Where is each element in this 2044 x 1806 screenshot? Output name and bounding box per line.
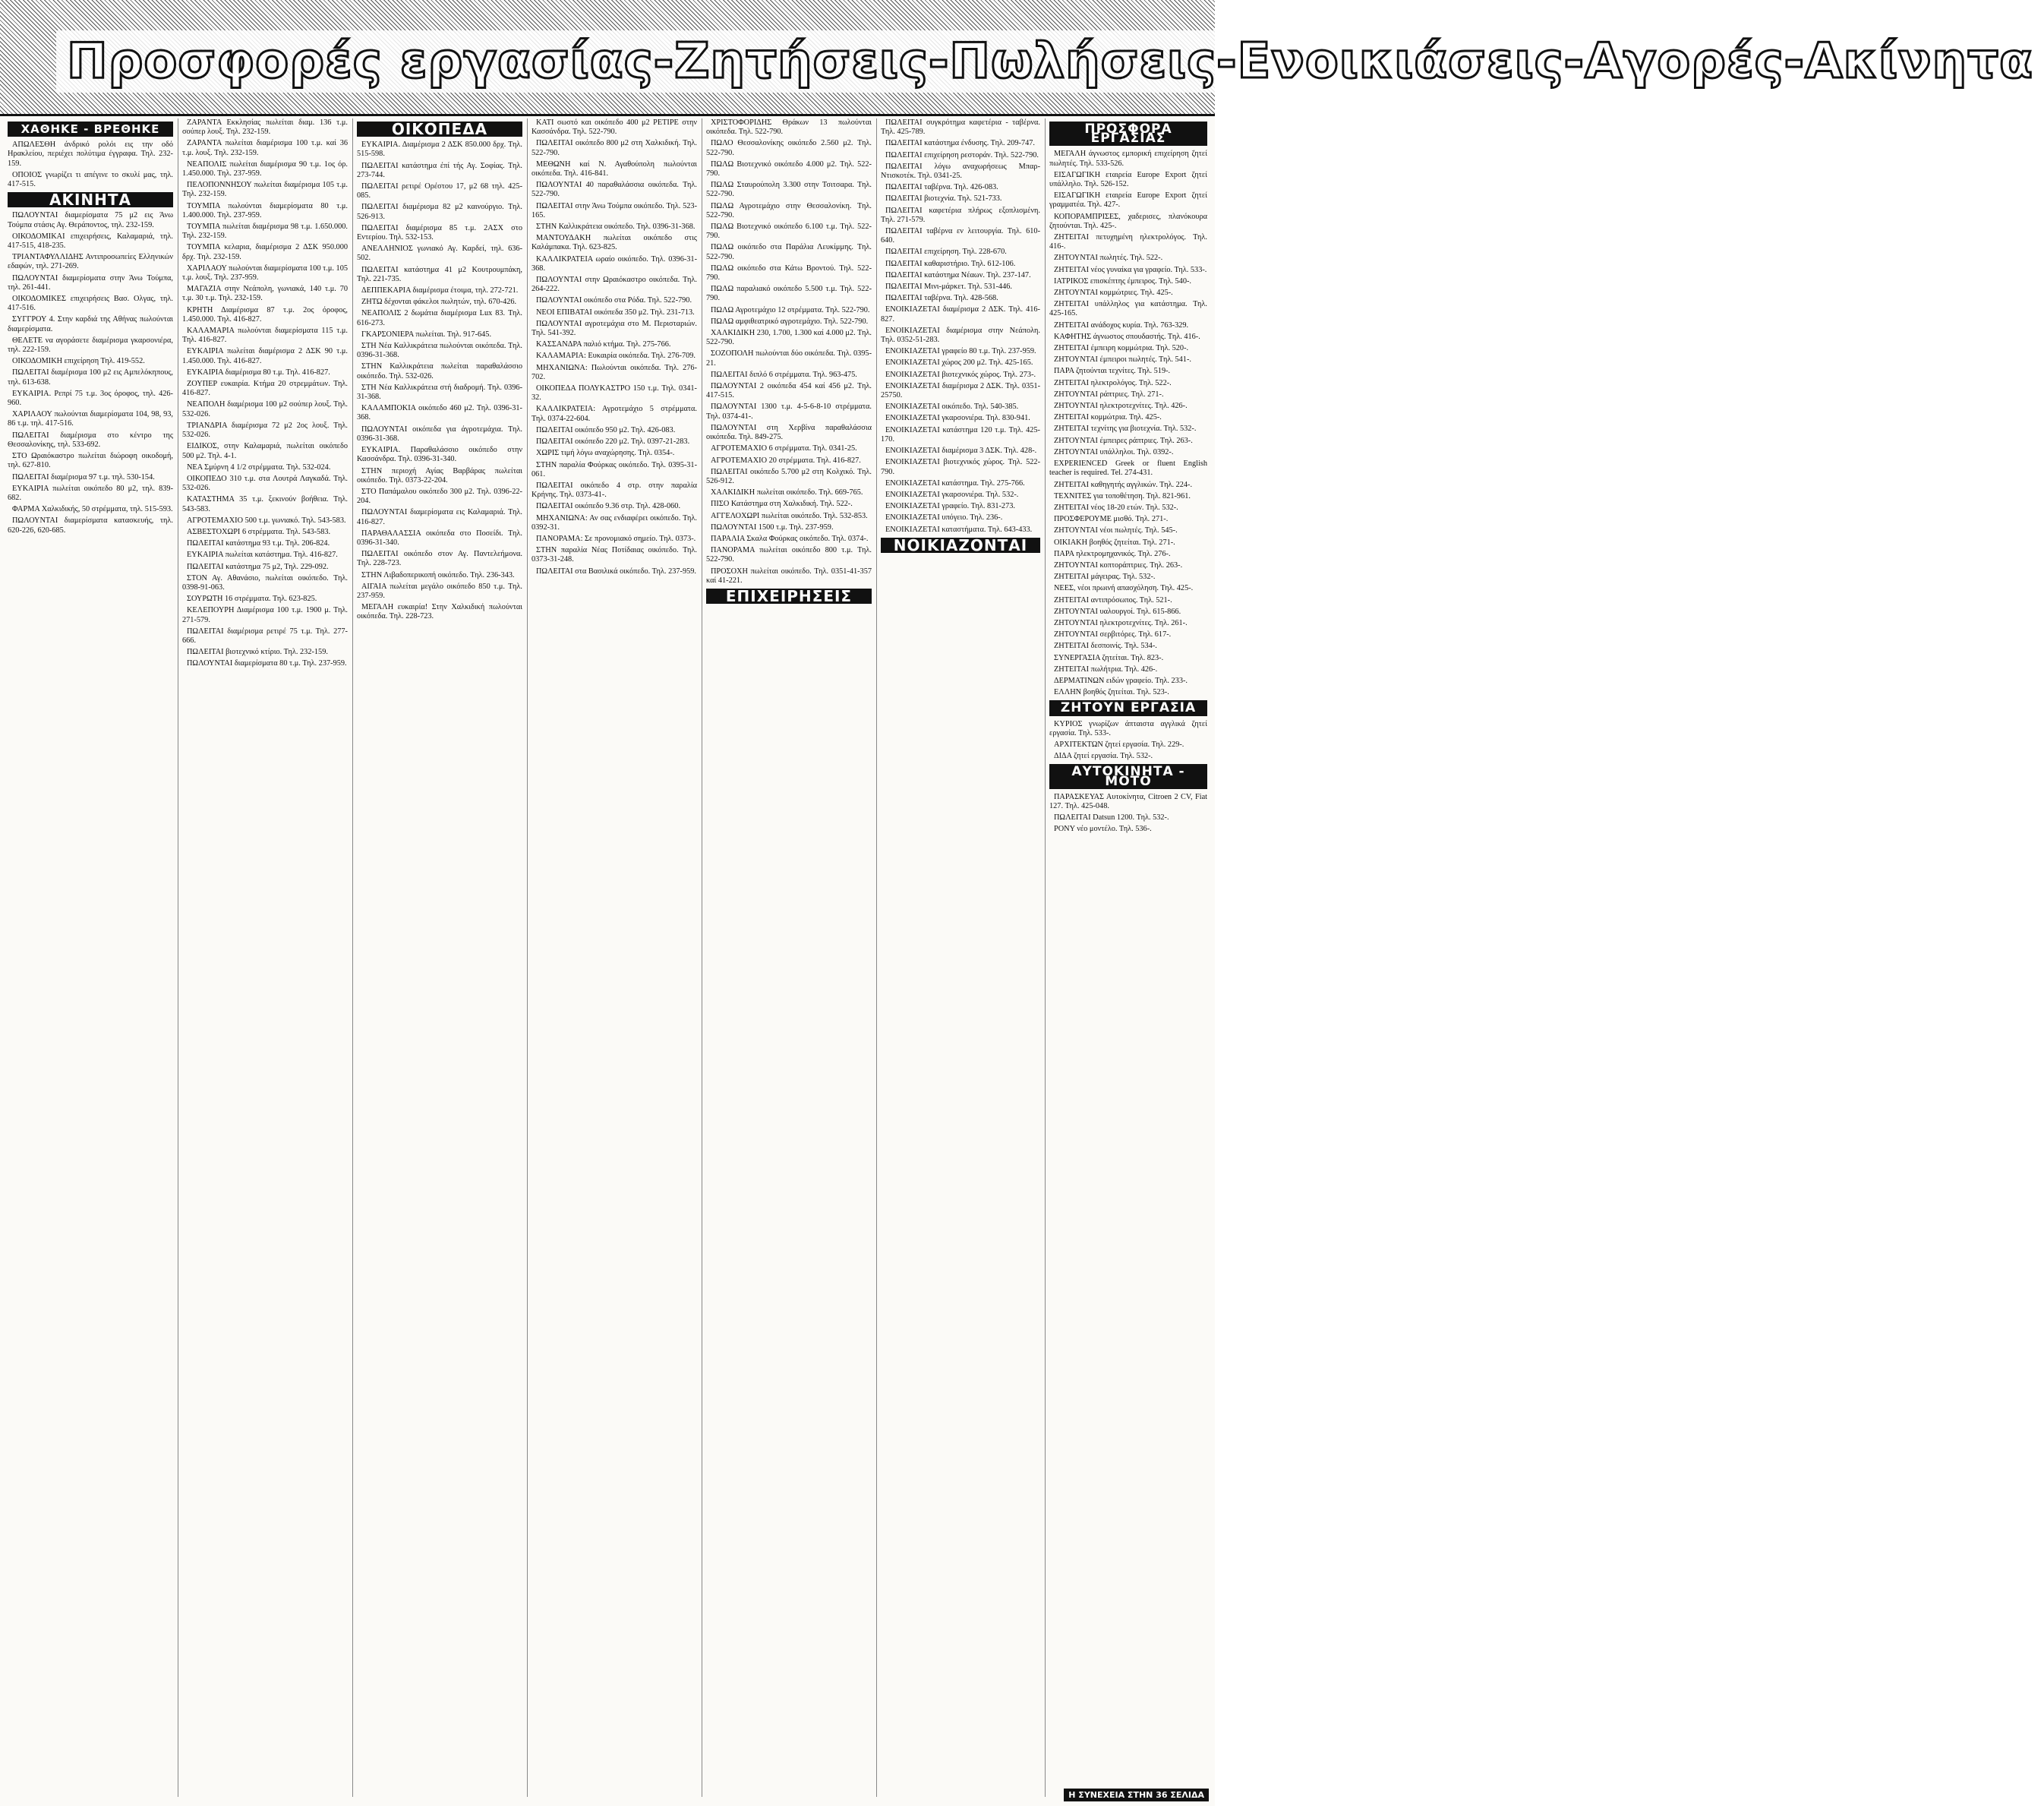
section-plots: ΟΙΚΟΠΕΔΑ — [357, 122, 522, 137]
classified-ad: ΕΝΟΙΚΙΑΖΕΤΑΙ γραφείο 80 τ.μ. Τηλ. 237-959. — [885, 347, 1036, 356]
classified-ad: ΧΑΡΙΛΑΟΥ πωλούνται διαμερίσματα 100 τ.μ. 105 τ.μ. λουξ. Τηλ. 237-959. — [182, 264, 348, 283]
classified-ad: ΖΗΤΟΥΝΤΑΙ κοπτοράπτριες. Τηλ. 263-. — [1054, 560, 1183, 570]
classified-ad: ΝΕΑΠΟΛΙΣ 2 δωμάτια διαμέρισμα Lux 83. Τηλ. 616-273. — [357, 309, 522, 327]
classified-ad: ΤΟΥΜΠΑ κελαρια, διαμέρισμα 2 ΔΣΚ 950.000 δρχ. Τηλ. 232-159. — [182, 243, 348, 261]
classified-ad: ΠΩΛΕΙΤΑΙ κατάστημα 75 μ2, Τηλ. 229-092. — [187, 562, 329, 571]
classified-ad: ΑΓΡΟΤΕΜΑΧΙΟ 6 στρέμματα. Τηλ. 0341-25. — [711, 444, 857, 453]
classified-ad: ΖΗΤΕΙΤΑΙ ηλεκτρολόγος. Τηλ. 522-. — [1054, 378, 1172, 387]
classified-ad: ΚΑΤΙ σωστό και οικόπεδο 400 μ2 ΡΕΤΙΡΕ στην Κασσάνδρα. Τηλ. 522-790. — [532, 118, 697, 137]
classified-ad: ΠΩΛΟΥΝΤΑΙ στη Χερβίνα παραθαλάσσια οικόπεδα. Τηλ. 849-275. — [706, 423, 872, 442]
classified-ad: ΠΡΟΣΟΧΗ πωλείται οικόπεδο. Τηλ. 0351-41-357 καί 41-221. — [706, 567, 872, 585]
classified-ad: ΔΕΡΜΑΤΙΝΩΝ ειδών γραφείο. Τηλ. 233-. — [1054, 676, 1188, 685]
classified-ad: ΠΩΛΕΙΤΑΙ λόγω αναχωρήσεως Μπαρ-Ντισκοτέκ. Τηλ. 0341-25. — [881, 162, 1040, 181]
classified-ad: ΚΑΛΑΜΑΡΙΑ: Ευκαιρία οικόπεδα. Τηλ. 276-709. — [536, 352, 696, 361]
classified-ad: ΠΩΛΕΙΤΑΙ κατάστημα 93 τ.μ. Τηλ. 206-824. — [187, 539, 330, 548]
classified-ad: PONY νέο μοντέλο. Τηλ. 536-. — [1054, 825, 1152, 834]
classified-ad: ΠΩΛΕΙΤΑΙ κατάστημα Νέαων. Τηλ. 237-147. — [885, 270, 1031, 279]
classified-ad: ΤΡΙΑΝΤΑΦΥΛΛΙΔΗΣ Αντιπροσωπείες Ελληνικών εδαφών, τηλ. 271-269. — [8, 253, 173, 271]
classified-ad: ΠΩΛΕΙΤΑΙ οικόπεδο 800 μ2 στη Χαλκιδική. Τηλ. 522-790. — [532, 139, 697, 157]
classified-ad: ΑΠΩΛΕΣΘΗ άνδρικό ρολόι εις την οδό Ηρακλείου, περιέχει πολύτιμα έγγραφα. Τηλ. 232-159. — [8, 141, 173, 168]
classified-ad: ΝΕΑΠΟΛΙΣ πωλείται διαμέρισμα 90 τ.μ. 1ος όρ. 1.450.000. Τηλ. 237-959. — [182, 159, 348, 178]
classified-ad: ΦΑΡΜΑ Χαλκιδικής, 50 στρέμματα, τηλ. 515-593. — [12, 505, 173, 514]
classified-ad: ΖΑΡΑΝΤΑ πωλείται διαμέρισμα 100 τ.μ. καί 36 τ.μ. λουξ. Τηλ. 232-159. — [182, 139, 348, 157]
classified-ad: ΠΩΛΟΥΝΤΑΙ διαμερίσματα εις Καλαμαριά. Τηλ. 416-827. — [357, 508, 522, 526]
classified-ad: ΠΩΛΕΙΤΑΙ οικόπεδο 950 μ2. Τηλ. 426-083. — [536, 425, 676, 434]
section-jobs-wanted: ΖΗΤΟΥΝ ΕΡΓΑΣΙΑ — [1049, 700, 1207, 715]
classified-ad: ΤΟΥΜΠΑ πωλείται διαμέρισμα 98 τ.μ. 1.650.000. Τηλ. 232-159. — [182, 223, 348, 241]
classified-ad: ΖΗΤΟΥΝΤΑΙ υαλουργοί. Τηλ. 615-866. — [1054, 607, 1181, 616]
classified-ad: ΕΝΟΙΚΙΑΖΕΤΑΙ διαμέρισμα 2 ΔΣΚ. Τηλ. 0351-25750. — [881, 381, 1040, 400]
classified-ad: ΝΕΟΙ ΕΠΙΒΑΤΑΙ οικόπεδα 350 μ2. Τηλ. 231-713. — [536, 308, 695, 317]
classified-ad: ΕΥΚΑΙΡΙΑ πωλείται κατάστημα. Τηλ. 416-827. — [187, 551, 338, 560]
classified-ad: ΜΕΘΩΝΗ καί Ν. Αγαθούπολη πωλούνται οικόπεδα. Τηλ. 416-841. — [532, 159, 697, 178]
classified-ad: ΚΑΤΑΣΤΗΜΑ 35 τ.μ. ξεκινούν βοήθεια. Τηλ. 543-583. — [182, 495, 348, 513]
classified-ad: ΑΝΕΛΛΗΝΙΟΣ γωνιακό Αγ. Καρδεί, τηλ. 636-502. — [357, 245, 522, 263]
classified-ad: ΑΓΓΕΛΟΧΩΡΙ πωλείται οικόπεδο. Τηλ. 532-853. — [711, 511, 868, 520]
classified-ad: ΧΩΡΙΣ τιμή λόγω αναχώρησης. Τηλ. 0354-. — [536, 449, 675, 458]
classified-ad: ΕΥΚΑΙΡΙΑ. Παραθαλάσσιο οικόπεδο στην Κασσάνδρα. Τηλ. 0396-31-340. — [357, 446, 522, 464]
classified-ad: ΧΑΛΚΙΔΙΚΗ πωλείται οικόπεδο. Τηλ. 669-765. — [711, 488, 863, 497]
classified-ad: ΖΗΤΕΙΤΑΙ μάγειρας. Τηλ. 532-. — [1054, 573, 1156, 582]
classified-ad: ΠΩΛΕΙΤΑΙ συγκρότημα καφετέρια - ταβέρνα. Τηλ. 425-789. — [881, 118, 1040, 137]
classified-ad: ΠΩΛΩ Σταυρούπολη 3.300 στην Τσιτσαρα. Τηλ. 522-790. — [706, 181, 872, 199]
classified-ad: ΠΙΣΟ Κατάστημα στη Χαλκιδική. Τηλ. 522-. — [711, 500, 853, 509]
classified-ad: ΠΩΛΩ οικόπεδο στα Παράλια Λευκίμμης. Τηλ. 522-790. — [706, 243, 872, 261]
classified-ad: ΕΝΟΙΚΙΑΖΕΤΑΙ βιοτεχνικός χώρος. Τηλ. 273-. — [885, 370, 1036, 379]
classified-ad: ΧΑΡΙΛΑΟΥ πωλούνται διαμερίσματα 104, 98, 93, 86 τ.μ. τηλ. 417-516. — [8, 410, 173, 428]
column-3-ads — [357, 141, 522, 621]
classified-ad: ΠΩΛΕΙΤΑΙ κατάστημα έπί τής Αγ. Σοφίας. Τηλ. 273-744. — [357, 161, 522, 179]
classified-columns — [8, 118, 1207, 1797]
classified-ad: ΕΙΔΙΚΟΣ, στην Καλαμαριά, πωλείται οικόπεδο 500 μ2. Τηλ. 4-1. — [182, 442, 348, 460]
classified-ad: ΖΗΤΕΙΤΑΙ καθηγητής αγγλικών. Τηλ. 224-. — [1054, 480, 1193, 489]
classified-ad: ΟΙΚΟΔΟΜΙΚΑΙ επιχειρήσεις, Καλαμαριά, τηλ. 417-515, 418-235. — [8, 232, 173, 251]
classified-ad: ΕΝΟΙΚΙΑΖΕΤΑΙ βιοτεχνικός χώρος. Τηλ. 522-790. — [881, 458, 1040, 476]
classified-ad: ΖΗΤΕΙΤΑΙ δεσποινίς. Τηλ. 534-. — [1054, 642, 1157, 651]
classified-ad: ΠΩΛΩ Αγροτεμάχιο στην Θεσσαλονίκη. Τηλ. 522-790. — [706, 201, 872, 219]
classified-ad: ΠΩΛΕΙΤΑΙ οικόπεδο 5.700 μ2 στη Κολχικό. Τηλ. 526-912. — [706, 467, 872, 485]
classified-ad: ΕΥΚΑΙΡΙΑ πωλείται οικόπεδο 80 μ2, τηλ. 839-682. — [8, 484, 173, 502]
column-6-ads — [881, 118, 1040, 535]
classified-ad: ΠΩΛΩ παραλιακό οικόπεδο 5.500 τ.μ. Τηλ. 522-790. — [706, 285, 872, 303]
classified-ad: ΠΑΡΑΣΚΕΥΑΣ Αυτοκίνητα, Citroen 2 CV, Fiat 127. Τηλ. 425-048. — [1049, 792, 1207, 810]
classified-ad: ΖΗΤΕΙΤΑΙ τεχνίτης για βιοτεχνία. Τηλ. 532-. — [1054, 425, 1197, 434]
classified-ad: ΠΩΛΕΙΤΑΙ οικόπεδο στον Αγ. Παντελεήμονα. Τηλ. 228-723. — [357, 550, 522, 568]
classified-ad: ΠΩΛΟΥΝΤΑΙ στην Ωραιόκαστρο οικόπεδα. Τηλ. 264-222. — [532, 276, 697, 294]
classified-ad: ΟΙΚΟΔΟΜΙΚΗ επιχείρηση Τηλ. 419-552. — [12, 357, 145, 366]
classified-ad: ΠΩΛΕΙΤΑΙ διαμέρισμα 85 τ.μ. 2ΑΣΧ στο Εντερίου. Τηλ. 532-153. — [357, 223, 522, 242]
classified-ad: ΖΗΤΩ δέχονται φάκελοι πωλητών, τηλ. 670-426. — [361, 298, 517, 307]
classified-ad: ΚΑΛΛΙΚΡΑΤΕΙΑ ωραίο οικόπεδο. Τηλ. 0396-31-368. — [532, 254, 697, 273]
column-4-ads — [532, 118, 697, 576]
classified-ad: ΣΤΗΝ Λιβαδοπερικοπή οικόπεδο. Τηλ. 236-343. — [361, 570, 515, 579]
classified-ad: ΠΩΛΟΥΝΤΑΙ διαμερίσματα στην Άνω Τούμπα, τηλ. 261-441. — [8, 273, 173, 292]
classified-ad: ΝΕΑ Σμύρνη 4 1/2 στρέμματα. Τηλ. 532-024. — [187, 463, 331, 472]
classified-ad: ΠΩΛΕΙΤΑΙ οικόπεδο 4 στρ. στην παραλία Κρήνης. Τηλ. 0373-41-. — [532, 481, 697, 500]
section-lost-found: ΧΑΘΗΚΕ - ΒΡΕΘΗΚΕ — [8, 122, 173, 137]
section-jobs-offer: ΠΡΟΣΦΟΡΑ ΕΡΓΑΣΙΑΣ — [1049, 122, 1207, 146]
classified-ad: ΟΙΚΟΠΕΔΑ ΠΟΛΥΚΑΣΤΡΟ 150 τ.μ. Τηλ. 0341-32. — [532, 384, 697, 403]
classified-ad: ΖΗΤΕΙΤΑΙ ανάδοχος κυρία. Τηλ. 763-329. — [1054, 320, 1189, 330]
classified-ad: ΣΤΗΝ περιοχή Αγίας Βαρβάρας πωλείται οικόπεδο. Τηλ. 0373-22-204. — [357, 466, 522, 485]
classified-ad: EXPERIENCED Greek or fluent English teacher is required. Tel. 274-431. — [1049, 459, 1207, 478]
classified-ad: ΠΩΛΕΙΤΑΙ επιχείρηση ρεστοράν. Τηλ. 522-790. — [885, 150, 1039, 159]
classified-ad: ΠΩΛΟΥΝΤΑΙ 2 οικόπεδα 454 καί 456 μ2. Τηλ. 417-515. — [706, 382, 872, 400]
classified-ad: ΣΤΗΝ παραλία Νέας Ποτίδαιας οικόπεδο. Τηλ. 0373-31-248. — [532, 546, 697, 564]
classified-ad: ΜΗΧΑΝΙΩΝΑ: Αν σας ενδιαφέρει οικόπεδο. Τηλ. 0392-31. — [532, 513, 697, 532]
classified-ad: ΤΕΧΝΙΤΕΣ για τοποθέτηση. Τηλ. 821-961. — [1054, 491, 1191, 500]
classified-ad: ΕΛΛΗΝ βοηθός ζητείται. Τηλ. 523-. — [1054, 688, 1169, 697]
classified-ad: ΠΩΛΕΙΤΑΙ ταβέρνα εν λειτουργία. Τηλ. 610-640. — [881, 227, 1040, 245]
classified-ad: ΠΩΛΟΥΝΤΑΙ 40 παραθαλάσσια οικόπεδα. Τηλ. 522-790. — [532, 181, 697, 199]
classified-ad: ΜΕΓΑΛΗ άγνωστος εμπορική επιχείρηση ζητεί πωλητές. Τηλ. 533-526. — [1049, 150, 1207, 168]
classified-ad: ΖΗΤΕΙΤΑΙ νέος 18-20 ετών. Τηλ. 532-. — [1054, 503, 1178, 512]
classified-ad: ΖΟΥΠΕΡ ευκαιρία. Κτήμα 20 στρεμμάτων. Τηλ. 416-827. — [182, 380, 348, 398]
classified-ad: ΕΙΣΑΓΩΓΙΚΗ εταιρεία Europe Export ζητεί γραμματέα. Τηλ. 427-. — [1049, 191, 1207, 210]
classified-ad: ΣΟΥΡΩΤΗ 16 στρέμματα. Τηλ. 623-825. — [187, 595, 317, 604]
classified-ad: ΚΥΡΙΟΣ γνωρίζων άπταιστα αγγλικά ζητεί εργασία. Τηλ. 533-. — [1049, 719, 1207, 737]
classified-ad: ΟΙΚΙΑΚΗ βοηθός ζητείται. Τηλ. 271-. — [1054, 538, 1175, 547]
classified-ad: ΙΑΤΡΙΚΟΣ επισκέπτης έμπειρος. Τηλ. 540-. — [1054, 276, 1191, 286]
classified-ad: ΠΩΛΩ Βιοτεχνικό οικόπεδο 4.000 μ2. Τηλ. 522-790. — [706, 159, 872, 178]
classified-ad: ΠΩΛΩ Αγροτεμάχιο 12 στρέμματα. Τηλ. 522-790. — [711, 305, 870, 314]
classified-ad: ΕΝΟΙΚΙΑΖΕΤΑΙ χώρος 200 μ2. Τηλ. 425-165. — [885, 358, 1033, 368]
classified-ad: ΠΑΡΑΛΙΑ Σκαλα Φούρκας οικόπεδο. Τηλ. 0374-. — [711, 534, 869, 543]
classified-ad: ΑΙΓΑΙΑ πωλείται μεγάλο οικόπεδο 850 τ.μ. Τηλ. 237-959. — [357, 582, 522, 600]
classified-ad: ΠΩΛΕΙΤΑΙ διπλό 6 στρέμματα. Τηλ. 963-475. — [711, 370, 857, 379]
column-1-ads — [8, 141, 173, 535]
classified-ad: ΠΑΡΑ ζητούνται τεχνίτες. Τηλ. 519-. — [1054, 367, 1171, 376]
classified-ad: ΖΗΤΟΥΝΤΑΙ σερβιτόρες. Τηλ. 617-. — [1054, 630, 1172, 639]
classified-ad: ΠΩΛΕΙΤΑΙ κατάστημα ένδυσης. Τηλ. 209-747. — [885, 139, 1035, 148]
classified-ad: ΠΩΛΕΙΤΑΙ διαμέρισμα ρετιρέ 75 τ.μ. Τηλ. 277-666. — [182, 627, 348, 645]
classified-ad: ΖΗΤΕΙΤΑΙ κομμώτρια. Τηλ. 425-. — [1054, 413, 1162, 422]
classified-ad: ΠΑΡΑΘΑΛΑΣΣΙΑ οικόπεδα στο Ποσείδι. Τηλ. 0396-31-340. — [357, 529, 522, 547]
classified-ad: ΚΑΛΑΜΑΡΙΑ πωλούνται διαμερίσματα 115 τ.μ. Τηλ. 416-827. — [182, 327, 348, 345]
classified-ad: ΖΗΤΕΙΤΑΙ υπάλληλος για κατάστημα. Τηλ. 425-165. — [1049, 300, 1207, 318]
classified-ad: ΠΩΛΕΙΤΑΙ Datsun 1200. Τηλ. 532-. — [1054, 813, 1169, 822]
classified-ad: ΟΠΟΙΟΣ γνωρίζει τι απέγινε το σκυλί μας, τηλ. 417-515. — [8, 170, 173, 189]
classified-ad: ΣΟΖΟΠΟΛΗ πωλούνται δύο οικόπεδα. Τηλ. 0395-21. — [706, 349, 872, 368]
classified-ad: ΠΩΛΕΙΤΑΙ Μινι-μάρκετ. Τηλ. 531-446. — [885, 283, 1012, 292]
classified-ad: ΣΤΗΝ Καλλικράτεια πωλείται παραθαλάσσιο οικόπεδο. Τηλ. 532-026. — [357, 362, 522, 380]
classified-ad: ΚΑΣΣΑΝΔΡΑ παλιό κτήμα. Τηλ. 275-766. — [536, 340, 671, 349]
classified-ad: ΣΤΗ Νέα Καλλικράτεια πωλούνται οικόπεδα. Τηλ. 0396-31-368. — [357, 342, 522, 360]
classified-ad: ΠΩΛΕΙΤΑΙ διαμέρισμα 97 τ.μ. τηλ. 530-154. — [12, 472, 155, 481]
classified-ad: ΠΩΛΟΥΝΤΑΙ οικόπεδο στα Ρόδα. Τηλ. 522-790. — [536, 296, 692, 305]
column-6 — [881, 118, 1040, 1797]
classified-ad: ΠΩΛΟΥΝΤΑΙ διαμερίσματα κατασκευής, τηλ. 620-226, 620-685. — [8, 516, 173, 535]
classified-ad: ΖΗΤΕΙΤΑΙ νέος γυναίκα για γραφείο. Τηλ. 533-. — [1054, 265, 1207, 274]
section-rent: ΝΟΙΚΙΑΖΟΝΤΑΙ — [881, 538, 1040, 553]
classified-ad: ΕΝΟΙΚΙΑΖΕΤΑΙ διαμέρισμα 3 ΔΣΚ. Τηλ. 428-. — [885, 447, 1037, 456]
classified-ad: ΠΩΛΩ Βιοτεχνικό οικόπεδο 6.100 τ.μ. Τηλ. 522-790. — [706, 223, 872, 241]
classified-ad: ΕΝΟΙΚΙΑΖΕΤΑΙ γραφείο. Τηλ. 831-273. — [885, 502, 1015, 511]
classified-ad: ΠΩΛΟΥΝΤΑΙ διαμερίσματα 80 τ.μ. Τηλ. 237-959. — [187, 659, 347, 668]
classified-ad: ΠΩΛΟΥΝΤΑΙ αγροτεμάχια στο Μ. Περισταριών. Τηλ. 541-392. — [532, 319, 697, 338]
column-7-ads — [1049, 150, 1207, 834]
classified-ad: ΚΡΗΤΗ Διαμέρισμα 87 τ.μ. 2ος όροφος, 1.450.000. Τηλ. 416-827. — [182, 305, 348, 324]
classified-ad: ΖΗΤΟΥΝΤΑΙ έμπειρες ράπτριες. Τηλ. 263-. — [1054, 436, 1193, 445]
column-5-ads — [706, 118, 872, 586]
classified-ad: ΠΕΛΟΠΟΝΝΗΣΟΥ πωλείται διαμέρισμα 105 τ.μ. Τηλ. 232-159. — [182, 181, 348, 199]
classified-ad: ΠΑΝΟΡΑΜΑ: Σε προνομιακό σημείο. Τηλ. 0373-. — [536, 534, 696, 543]
classified-ad: ΖΗΤΟΥΝΤΑΙ κομμώτριες. Τηλ. 425-. — [1054, 289, 1173, 298]
classified-ad: ΔΕΠΠΕΚΑΡΙΑ διαμέρισμα έτοιμα, τηλ. 272-721. — [361, 286, 519, 295]
classified-ad: ΚΟΠΟΡΑΜΠΡΙΣΕΣ, χαδερισες, πλανόκουρα ζητούνται. Τηλ. 425-. — [1049, 212, 1207, 230]
classified-ad: ΠΩΛΕΙΤΑΙ ταβέρνα. Τηλ. 426-083. — [885, 183, 998, 192]
classified-ad: ΘΕΛΕΤΕ να αγοράσετε διαμέρισμα γκαρσονιέρα, τηλ. 222-159. — [8, 336, 173, 355]
classified-ad: ΕΝΟΙΚΙΑΖΕΤΑΙ γκαρσονιέρα. Τηλ. 532-. — [885, 490, 1019, 499]
classified-ad: ΖΗΤΟΥΝΤΑΙ πωλητές. Τηλ. 522-. — [1054, 254, 1163, 263]
classified-ad: ΓΚΑΡΣΟΝΙΕΡΑ πωλείται. Τηλ. 917-645. — [361, 330, 492, 339]
classified-ad: ΣΤΗΝ παραλία Φούρκας οικόπεδο. Τηλ. 0395-31-061. — [532, 460, 697, 478]
classified-ad: ΠΩΛΕΙΤΑΙ επιχείρηση. Τηλ. 228-670. — [885, 248, 1007, 257]
classified-ad: ΠΩΛΕΙΤΑΙ κατάστημα 41 μ2 Κουτρουμπάκη, Τηλ. 221-735. — [357, 265, 522, 283]
section-business: ΕΠΙΧΕΙΡΗΣΕΙΣ — [706, 589, 872, 604]
column-4 — [532, 118, 697, 1797]
classified-ad: ΠΩΛΕΙΤΑΙ ταβέρνα. Τηλ. 428-568. — [885, 294, 998, 303]
classified-ad: ΧΑΛΚΙΔΙΚΗ 230, 1.700, 1.300 καί 4.000 μ2. Τηλ. 522-790. — [706, 329, 872, 347]
classified-ad: ΖΗΤΟΥΝΤΑΙ υπάλληλοι. Τηλ. 0392-. — [1054, 447, 1174, 456]
classified-ad: ΑΓΡΟΤΕΜΑΧΙΟ 20 στρέμματα. Τηλ. 416-827. — [711, 456, 861, 465]
classified-ad: ΜΑΓΑΖΙΑ στην Νεάπολη, γωνιακά, 140 τ.μ. 70 τ.μ. 30 τ.μ. Τηλ. 232-159. — [182, 285, 348, 303]
column-7 — [1049, 118, 1207, 1797]
classified-ad: ΖΗΤΕΙΤΑΙ πωλήτρια. Τηλ. 426-. — [1054, 665, 1158, 674]
classified-ad: ΖΗΤΟΥΝΤΑΙ ηλεκτροτεχνίτες. Τηλ. 261-. — [1054, 618, 1188, 627]
classified-ad: ΠΩΛΕΙΤΑΙ στην Άνω Τούμπα οικόπεδο. Τηλ. 523-165. — [532, 201, 697, 219]
classified-ad: ΑΣΒΕΣΤΟΧΩΡΙ 6 στρέμματα. Τηλ. 543-583. — [187, 527, 331, 536]
column-2 — [182, 118, 348, 1797]
classified-ad: ΖΗΤΕΙΤΑΙ πετυχημένη ηλεκτρολόγος. Τηλ. 416-. — [1049, 233, 1207, 251]
classified-ad: ΠΩΛΕΙΤΑΙ καφετέρια πλήρως εξοπλισμένη. Τηλ. 271-579. — [881, 206, 1040, 224]
classified-ad: ΕΙΣΑΓΩΓΙΚΗ εταιρεία Europe Export ζητεί υπάλληλο. Τηλ. 526-152. — [1049, 170, 1207, 189]
banner-title: Προσφορές εργασίας-Ζητήσεις-Πωλήσεις-Ενοικιάσεις-Αγορές-Ακίνητα — [56, 30, 2044, 93]
classified-ad: ΠΩΛΕΙΤΑΙ διαμέρισμα 100 μ2 εις Αμπελόκηπους, τηλ. 613-638. — [8, 368, 173, 387]
classified-ad: ΣΤΗΝ Καλλικράτεια οικόπεδο. Τηλ. 0396-31-368. — [536, 223, 696, 232]
classified-ad: ΤΟΥΜΠΑ πωλούνται διαμερίσματα 80 τ.μ. 1.400.000. Τηλ. 237-959. — [182, 201, 348, 219]
classified-ad: ΕΥΚΑΙΡΙΑ. Ρεπρί 75 τ.μ. 3ος όροφος, τηλ. 426-960. — [8, 389, 173, 408]
column-1 — [8, 118, 173, 1797]
classified-ad: ΚΑΛΛΙΚΡΑΤΕΙΑ: Αγροτεμάχιο 5 στρέμματα. Τηλ. 0374-22-604. — [532, 405, 697, 423]
classified-ad: ΣΤΗ Νέα Καλλικράτεια στή διαδρομή. Τηλ. 0396-31-368. — [357, 383, 522, 402]
classified-ad: ΕΝΟΙΚΙΑΖΕΤΑΙ διαμέρισμα 2 ΔΣΚ. Τηλ. 416-827. — [881, 305, 1040, 324]
classified-ad: ΠΩΛΕΙΤΑΙ ρετιρέ Ορέστου 17, μ2 68 τηλ. 425-085. — [357, 182, 522, 200]
page-banner — [0, 0, 2033, 116]
classified-ad: ΖΗΤΕΙΤΑΙ έμπειρη κομμώτρια. Τηλ. 520-. — [1054, 344, 1189, 353]
classified-ad: ΖΑΡΑΝΤΑ Εκκλησίας πωλείται διαμ. 136 τ.μ. σούπερ λουξ. Τηλ. 232-159. — [182, 118, 348, 137]
classified-ad: ΠΩΛΕΙΤΑΙ οικόπεδο 220 μ2. Τηλ. 0397-21-283. — [536, 437, 690, 447]
classified-ad: ΕΥΚΑΙΡΙΑ διαμέρισμα 80 τ.μ. Τηλ. 416-827. — [187, 368, 330, 377]
classified-ad: ΖΗΤΟΥΝΤΑΙ νέοι πωλητές. Τηλ. 545-. — [1054, 526, 1178, 535]
classified-ad: ΧΡΙΣΤΟΦΟΡΙΔΗΣ Θράκων 13 πωλούνται οικόπεδα. Τηλ. 522-790. — [706, 118, 872, 137]
classified-ad: ΝΕΕΣ, νέοι πρωινή απασχόληση. Τηλ. 425-. — [1054, 584, 1194, 593]
classified-ad: ΕΝΟΙΚΙΑΖΕΤΑΙ κατάστημα 120 τ.μ. Τηλ. 425-170. — [881, 425, 1040, 444]
classified-ad: ΖΗΤΟΥΝΤΑΙ ηλεκτροτεχνίτες. Τηλ. 426-. — [1054, 402, 1188, 411]
classified-ad: ΣΤΟ Παπάμαλου οικόπεδο 300 μ2. Τηλ. 0396-22-204. — [357, 487, 522, 506]
classified-ad: ΟΙΚΟΠΕΔΟ 310 τ.μ. στα Λουτρά Λαγκαδά. Τηλ. 532-026. — [182, 474, 348, 493]
classified-ad: ΚΕΛΕΠΟΥΡΗ Διαμέρισμα 100 τ.μ. 1900 μ. Τηλ. 271-579. — [182, 606, 348, 624]
classified-ad: ΠΑΡΑ ηλεκτρομηχανικός. Τηλ. 276-. — [1054, 549, 1171, 558]
classified-ad: ΣΥΓΓΡΟΥ 4. Στην καρδιά της Αθήνας πωλούνται διαμερίσματα. — [8, 315, 173, 333]
classified-ad: ΜΕΓΑΛΗ ευκαιρία! Στην Χαλκιδική πωλούνται οικόπεδα. Τηλ. 228-723. — [357, 603, 522, 621]
classified-ad: ΠΩΛΕΙΤΑΙ στα Βασιλικά οικόπεδο. Τηλ. 237-959. — [536, 567, 696, 576]
classified-ad: ΑΓΡΟΤΕΜΑΧΙΟ 500 τ.μ. γωνιακό. Τηλ. 543-583. — [187, 516, 346, 525]
classified-ad: ΠΩΛΩ οικόπεδο στα Κάτω Βροντού. Τηλ. 522-790. — [706, 264, 872, 283]
classified-ad: ΣΤΟΝ Αγ. Αθανάσιο, πωλείται οικόπεδο. Τηλ. 0398-91-063. — [182, 573, 348, 592]
column-3 — [357, 118, 522, 1797]
classified-ad: ΠΩΛΟΥΝΤΑΙ 1300 τ.μ. 4-5-6-8-10 στρέμματα. Τηλ. 0374-41-. — [706, 403, 872, 421]
classified-ad: ΚΑΛΑΜΠΟΚΙΑ οικόπεδο 460 μ2. Τηλ. 0396-31-368. — [357, 404, 522, 422]
classified-ad: ΕΥΚΑΙΡΙΑ. Διαμέρισμα 2 ΔΣΚ 850.000 δρχ. Τηλ. 515-598. — [357, 141, 522, 159]
classified-ad: ΜΗΧΑΝΙΩΝΑ: Πωλούνται οικόπεδα. Τηλ. 276-702. — [532, 363, 697, 381]
classified-ad: ΕΝΟΙΚΙΑΖΕΤΑΙ γκαρσονιέρα. Τηλ. 830-941. — [885, 414, 1030, 423]
classified-ad: ΕΝΟΙΚΙΑΖΕΤΑΙ κατάστημα. Τηλ. 275-766. — [885, 478, 1025, 488]
column-5 — [706, 118, 872, 1797]
classified-ad: ΤΡΙΑΝΔΡΙΑ διαμέρισμα 72 μ2 2ος λουξ. Τηλ. 532-026. — [182, 421, 348, 440]
classified-ad: ΣΤΟ Ωραιόκαστρο πωλείται διώροφη οικοδομή, τηλ. 627-810. — [8, 452, 173, 470]
classified-ad: ΔΙΔΑ ζητεί εργασία. Τηλ. 532-. — [1054, 752, 1153, 761]
classified-ad: ΠΩΛΟΥΝΤΑΙ διαμερίσματα 75 μ2 εις Άνω Τούμπα στάσις Αγ. Θεράποντος, τηλ. 232-159. — [8, 211, 173, 229]
classified-ad: ΠΩΛΕΙΤΑΙ οικόπεδο 9.36 στρ. Τηλ. 428-060. — [536, 502, 681, 511]
classified-ad: ΟΙΚΟΔΟΜΙΚΕΣ επιχειρήσεις Βασ. Ολγας, τηλ. 417-516. — [8, 295, 173, 313]
section-realty: ΑΚΙΝΗΤΑ — [8, 192, 173, 207]
classified-ad: ΕΝΟΙΚΙΑΖΕΤΑΙ υπόγειο. Τηλ. 236-. — [885, 513, 1003, 523]
section-cars: ΑΥΤΟΚΙΝΗΤΑ - ΜΟΤΟ — [1049, 764, 1207, 788]
classified-ad: ΠΩΛΕΙΤΑΙ διαμέρισμα στο κέντρο της Θεσσαλονίκης, τηλ. 533-692. — [8, 431, 173, 449]
classified-ad: ΕΥΚΑΙΡΙΑ πωλείται διαμέρισμα 2 ΔΣΚ 90 τ.μ. 1.450.000. Τηλ. 416-827. — [182, 347, 348, 365]
classified-ad: ΠΩΛΟΥΝΤΑΙ οικόπεδα για άγροτεμάχια. Τηλ. 0396-31-368. — [357, 425, 522, 443]
classified-ad: ΠΩΛΕΙΤΑΙ βιοτεχνία. Τηλ. 521-733. — [885, 194, 1002, 204]
classified-ad: ΠΩΛΩ αμφιθεατρικό αγροτεμάχιο. Τηλ. 522-790. — [711, 317, 869, 326]
classified-ad: ΑΡΧΙΤΕΚΤΩΝ ζητεί εργασία. Τηλ. 229-. — [1054, 740, 1184, 749]
column-2-ads — [182, 118, 348, 669]
classified-ad: ΚΑΦΗΤΗΣ άγνωστος σπουδαστής. Τηλ. 416-. — [1054, 332, 1200, 341]
classified-ad: ΜΑΝΤΟΥΔΑΚΗ πωλείται οικόπεδο στις Καλάμπακα. Τηλ. 623-825. — [532, 234, 697, 252]
classified-ad: ΠΡΟΣΦΕΡΟΥΜΕ μισθό. Τηλ. 271-. — [1054, 515, 1169, 524]
classified-ad: ΝΕΑΠΟΛΗ διαμέρισμα 100 μ2 σούπερ λουξ. Τηλ. 532-026. — [182, 400, 348, 418]
classified-ad: ΠΑΝΟΡΑΜΑ πωλείται οικόπεδο 800 τ.μ. Τηλ. 522-790. — [706, 546, 872, 564]
classified-ad: ΠΩΛΟΥΝΤΑΙ 1500 τ.μ. Τηλ. 237-959. — [711, 523, 834, 532]
classified-ad: ΕΝΟΙΚΙΑΖΕΤΑΙ οικόπεδο. Τηλ. 540-385. — [885, 403, 1019, 412]
continued-footer: Η ΣΥΝΕΧΕΙΑ ΣΤΗΝ 36 ΣΕΛΙΔΑ — [1064, 1789, 1209, 1801]
classified-ad: ΕΝΟΙΚΙΑΖΕΤΑΙ καταστήματα. Τηλ. 643-433. — [885, 525, 1033, 534]
classified-ad: ΠΩΛΕΙΤΑΙ καθαριστήριο. Τηλ. 612-106. — [885, 259, 1016, 268]
classified-ad: ΖΗΤΟΥΝΤΑΙ ράπτριες. Τηλ. 271-. — [1054, 390, 1164, 399]
classified-ad: ΠΩΛΕΙΤΑΙ διαμέρισμα 82 μ2 καινούργιο. Τηλ. 526-913. — [357, 203, 522, 221]
classified-ad: ΠΩΛΕΙΤΑΙ βιοτεχνικό κτίριο. Τηλ. 232-159. — [187, 648, 328, 657]
classified-ad: ΠΩΛΟ Θεσσαλονίκης οικόπεδο 2.560 μ2. Τηλ. 522-790. — [706, 139, 872, 157]
classified-ad: ΕΝΟΙΚΙΑΖΕΤΑΙ διαμέρισμα στην Νεάπολη. Τηλ. 0352-51-283. — [881, 326, 1040, 345]
classified-ad: ΣΥΝΕΡΓΑΣΙΑ ζητείται. Τηλ. 823-. — [1054, 653, 1164, 662]
classified-ad: ΖΗΤΕΙΤΑΙ αντιπρόσωπος. Τηλ. 521-. — [1054, 595, 1172, 605]
classified-ad: ΖΗΤΟΥΝΤΑΙ έμπειροι πωλητές. Τηλ. 541-. — [1054, 355, 1191, 365]
